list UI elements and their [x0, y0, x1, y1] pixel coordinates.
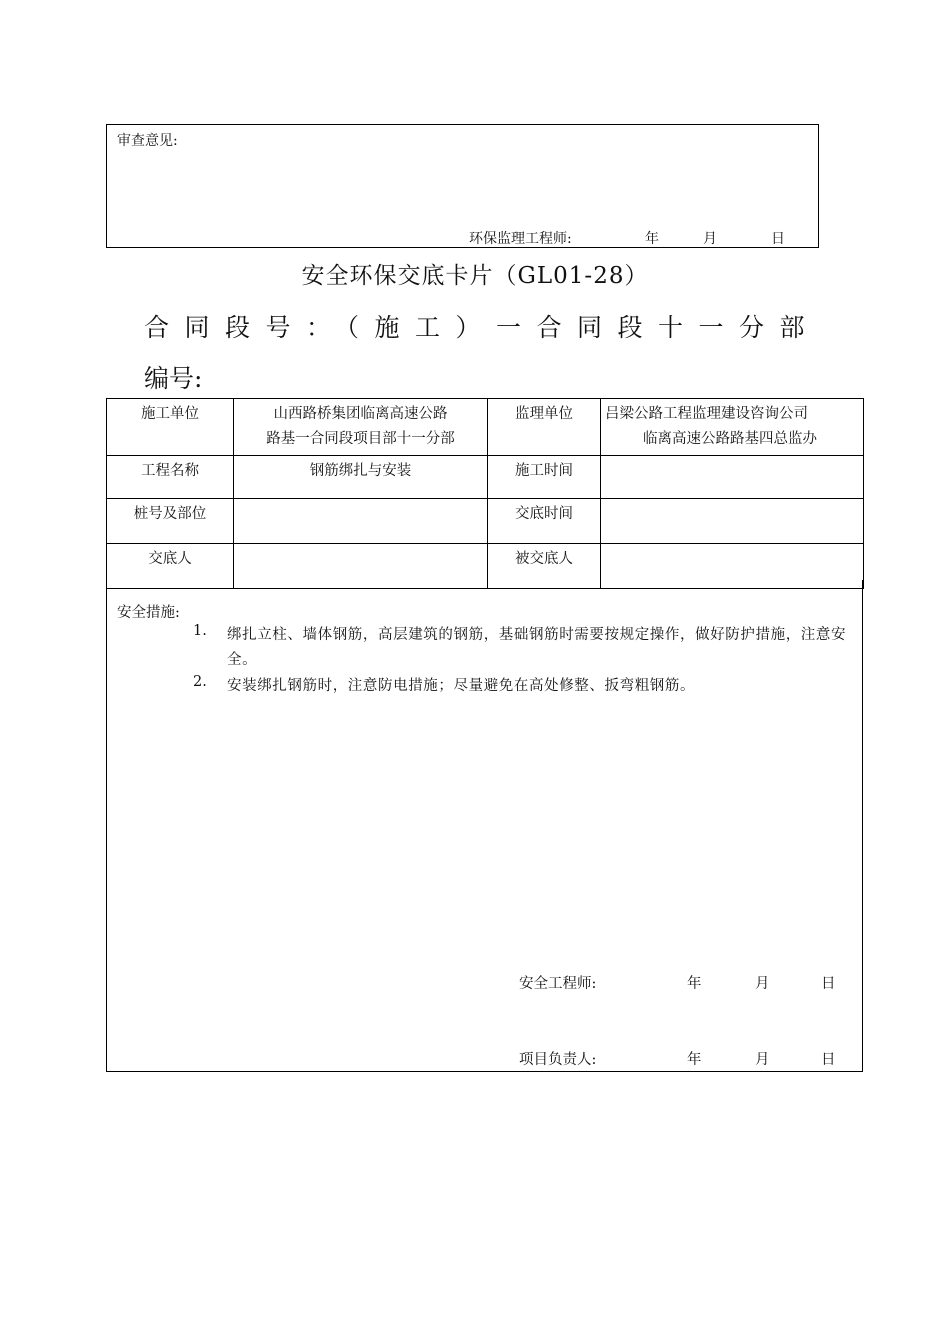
safety-measures-title: 安全措施:: [117, 605, 180, 621]
measure-text: 安装绑扎钢筋时，注意防电措施；尽量避免在高处修整、扳弯粗钢筋。: [227, 678, 696, 694]
briefing-time-label: 交底时间: [488, 499, 601, 544]
measure-number: 2.: [193, 674, 207, 690]
construction-unit-line2: 路基一合同段项目部十一分部: [266, 431, 455, 447]
supervision-unit-label: 监理单位: [488, 399, 601, 456]
contract-line: 合同段号：（施工）一合同段十一分部: [144, 313, 821, 342]
measure-number: 1.: [193, 623, 207, 639]
safety-day-label: 日: [821, 976, 836, 992]
leader-year-label: 年: [687, 1052, 702, 1068]
briefing-time-value: [601, 499, 864, 544]
project-name-value: 钢筋绑扎与安装: [234, 456, 488, 499]
number-label: 编号:: [144, 364, 203, 393]
review-year-label: 年: [645, 231, 659, 247]
project-name-label: 工程名称: [107, 456, 234, 499]
review-month-label: 月: [703, 231, 717, 247]
safety-year-label: 年: [687, 976, 702, 992]
construction-time-label: 施工时间: [488, 456, 601, 499]
supervision-unit-line1: 吕梁公路工程监理建设咨询公司: [605, 406, 808, 422]
table-row: [107, 456, 864, 499]
review-box: [106, 124, 819, 248]
leader-day-label: 日: [821, 1052, 836, 1068]
table-row: [107, 499, 864, 544]
construction-unit-value: [234, 399, 488, 456]
safety-month-label: 月: [755, 976, 770, 992]
review-day-label: 日: [771, 231, 785, 247]
env-engineer-label: 环保监理工程师:: [469, 231, 572, 247]
safety-engineer-label: 安全工程师:: [519, 976, 597, 992]
construction-unit-label: 施工单位: [107, 399, 234, 456]
review-label: 审查意见:: [117, 133, 178, 149]
briefed-label: 被交底人: [488, 544, 601, 589]
station-value: [234, 499, 488, 544]
supervision-unit-line2: 临离高速公路路基四总监办: [643, 431, 817, 447]
safety-measures-box: [106, 580, 863, 1072]
construction-unit-line1: 山西路桥集团临离高速公路: [273, 406, 448, 422]
info-table: [106, 398, 864, 589]
project-leader-label: 项目负责人:: [519, 1052, 597, 1068]
measure-text: 绑扎立柱、墙体钢筋，高层建筑的钢筋，基础钢筋时需要按规定操作，做好防护措施，注意安全。: [227, 627, 847, 668]
station-label: 桩号及部位: [107, 499, 234, 544]
briefer-label: 交底人: [107, 544, 234, 589]
supervision-unit-value: [601, 399, 864, 456]
page-title: 安全环保交底卡片（GL01-28）: [301, 263, 649, 289]
leader-month-label: 月: [755, 1052, 770, 1068]
table-row: [107, 399, 864, 456]
construction-time-value: [601, 456, 864, 499]
